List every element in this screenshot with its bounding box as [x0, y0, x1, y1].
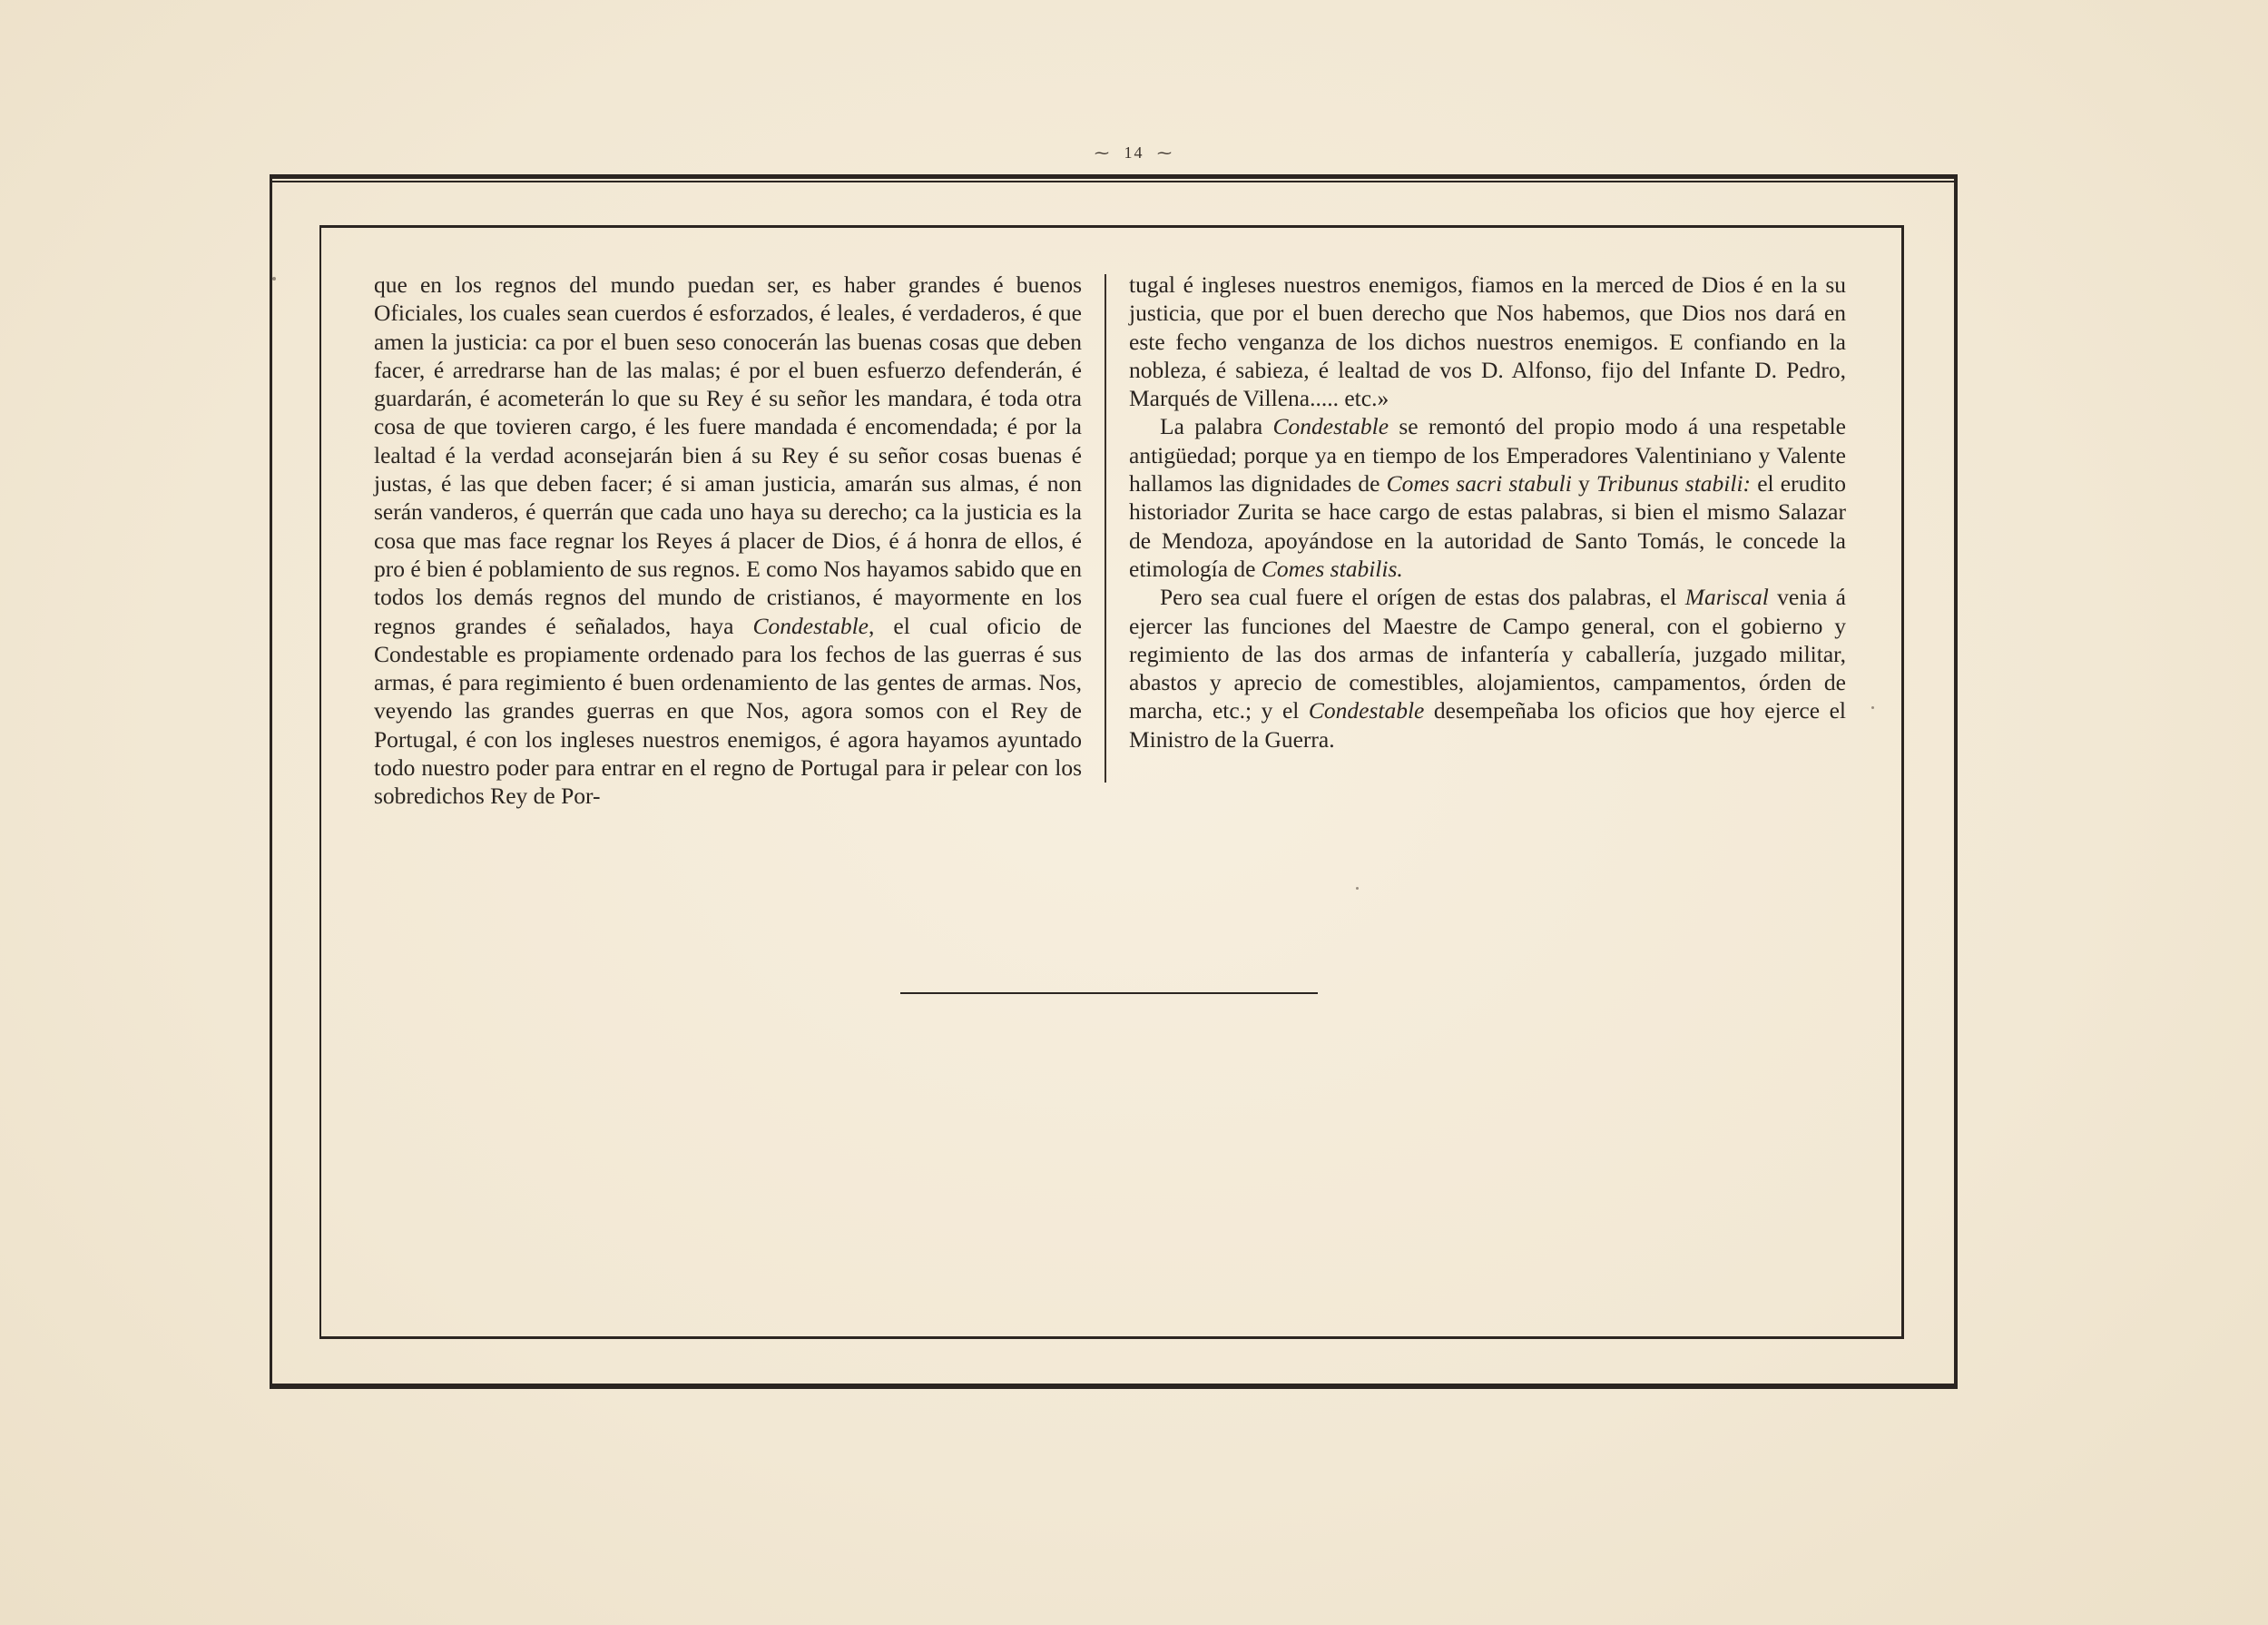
italic-term-condestable: Condestable	[752, 612, 869, 639]
text-segment: tugal é ingleses nuestros enemigos, fiamos en la merced de Dios é en la su justicia, que por el buen derecho que Nos habemos, que Dios nos dará en este fecho venganza de los dichos nuestros enemigos. E confiando en la nobleza, é sabieza, é lealtad de vos D. Alfonso, fijo del Infante D. Pedro, Marqués de Villena..... etc.»	[1129, 271, 1846, 412]
italic-term-comes-sacri-stabuli: Comes sacri stabuli	[1386, 470, 1572, 497]
text-segment: se remontó del propio modo á una respetable antigüedad; porque ya en tiempo de los Emperadores Valentiniano y Valente hallamos las dignidades de	[1129, 413, 1847, 497]
right-paragraph-3	[1129, 583, 1846, 753]
right-column	[1129, 271, 1846, 753]
text-segment: , el cual oficio de Condestable es propiamente ordenado para los fechos de las guerras é sus armas, é para regimiento é buen ordenamiento de las gentes de armas. Nos, veyendo las grandes guerras en que Nos, agora somos con el Rey de Portugal, é con los ingleses nuestros enemigos, é agora hayamos ayuntado todo nuestro poder para entrar en el regno de Portugal para ir pelear con los sobredichos Rey de Por-	[374, 612, 1082, 810]
text-segment: el erudito historiador Zurita se hace cargo de estas palabras, si bien el mismo Salazar de Mendoza, apoyándose en la autoridad de Santo Tomás, le concede la etimología de	[1129, 470, 1846, 582]
page-header	[0, 143, 2268, 162]
left-paragraph-1	[374, 271, 1082, 811]
text-segment: Pero sea cual fuere el orígen de estas dos palabras, el	[1160, 584, 1685, 611]
closing-rule	[900, 992, 1318, 994]
italic-term-tribunus-stabili: Tribunus stabili:	[1595, 470, 1752, 497]
ink-speck	[1871, 706, 1874, 709]
text-segment: desempeñaba los oficios que hoy ejerce el Ministro de la Guerra.	[1129, 697, 1846, 753]
right-paragraph-1	[1129, 271, 1846, 412]
ornament-right-icon: ⁓	[1157, 146, 1173, 162]
text-segment: venia á ejercer las funciones del Maestre de Campo general, con el gobierno y regimiento de las dos armas de infantería y caballería, juzgado militar, abastos y aprecio de comestibles, alojamientos, campamentos, órden de marcha, etc.; y el	[1129, 584, 1846, 724]
ink-speck	[1356, 887, 1359, 890]
text-segment: que en los regnos del mundo puedan ser, es haber grandes é buenos Oficiales, los cuales sean cuerdos é esforzados, é leales, é verdaderos, é que amen la justicia: ca por el buen seso conocerán las buenas cosas que deben facer, é arredrarse han de las malas; é por el buen esfuerzo defenderán, é guardarán, é acometerán lo que su Rey é su señor les mandara, é toda otra cosa de que tovieren cargo, é les fuere mandada é encomendada; é por la lealtad é la verdad aconsejarán bien á su Rey é su señor cosas buenas é justas, é las que deben facer; é si aman justicia, amarán sus almas, é non serán vanderos, é querrán que cada uno haya su derecho; ca la justicia es la cosa que mas face regnar los Reyes á placer de Dios, é á honra de ellos, é pro é bien é poblamiento de sus regnos. E como Nos hayamos sabido que en todos los demás regnos del mundo de cristianos, é mayormente en los regnos grandes é señalados, haya	[374, 271, 1082, 639]
right-paragraph-2	[1129, 412, 1846, 583]
italic-term-condestable: Condestable	[1308, 697, 1425, 724]
ink-speck	[272, 277, 276, 281]
text-segment: La palabra	[1160, 413, 1273, 440]
left-column	[374, 271, 1082, 811]
column-divider	[1105, 274, 1106, 783]
italic-term-mariscal: Mariscal	[1684, 584, 1769, 611]
text-segment: y	[1571, 470, 1596, 497]
page-number: 14	[1124, 143, 1144, 162]
italic-term-comes-stabilis: Comes stabilis.	[1261, 555, 1403, 582]
italic-term-condestable: Condestable	[1272, 413, 1389, 440]
ornament-left-icon: ⁓	[1095, 146, 1111, 162]
